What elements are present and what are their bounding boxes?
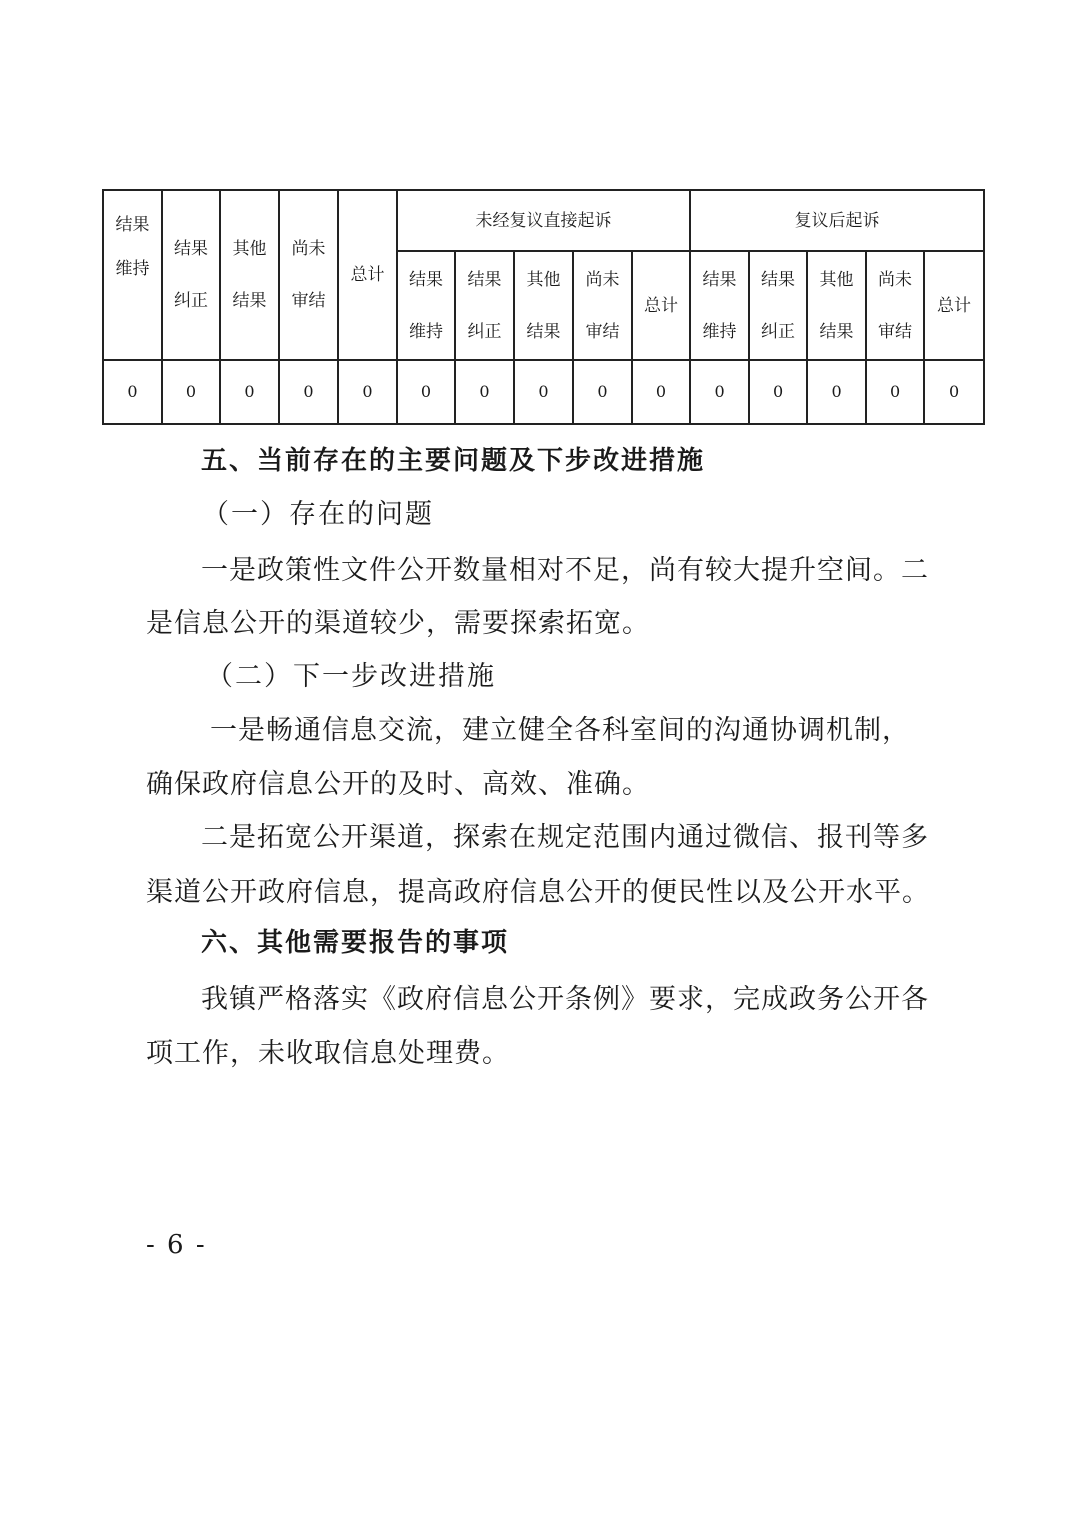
header-litigation-after-review: 复议后起诉 [690,190,984,251]
header-result-upheld [103,190,162,360]
sub-header-pending: 尚未 审结 [866,251,924,360]
sub-header-result-corrected: 结果 纠正 [749,251,807,360]
table-cell: 0 [220,360,279,424]
paragraph-line: 我镇严格落实《政府信息公开条例》要求，完成政务公开各 [201,984,929,1015]
header-line: 结果 [115,215,150,235]
header-line: 结果 [232,291,267,311]
sub-header-total: 总计 [924,251,984,360]
sub-header-other-result: 其他 结果 [514,251,573,360]
table-cell: 0 [103,360,162,424]
sub-header-total: 总计 [632,251,690,360]
sub-header-pending: 尚未 审结 [573,251,632,360]
paragraph-line: 一是畅通信息交流，建立健全各科室间的沟通协调机制， [210,715,910,746]
table-cell: 0 [866,360,924,424]
table-cell: 0 [338,360,397,424]
header-total: 总计 [338,190,397,360]
header-line: 纠正 [174,291,208,311]
header-line: 其他 [232,239,267,259]
section-5-heading: 五、当前存在的主要问题及下步改进措施 [201,446,706,476]
sub-header-other-result: 其他 结果 [807,251,866,360]
section-5-subheading-problems: （一）存在的问题 [202,499,434,530]
paragraph-line: 是信息公开的渠道较少，需要探索拓宽。 [146,608,650,639]
table-cell: 0 [162,360,220,424]
header-pending [279,190,338,360]
table-cell: 0 [397,360,455,424]
header-line: 尚未 [291,239,326,259]
paragraph-line: 一是政策性文件公开数量相对不足，尚有较大提升空间。二 [201,555,929,586]
table-cell: 0 [807,360,866,424]
table-cell: 0 [924,360,984,424]
admin-litigation-table [102,189,985,425]
table-cell: 0 [455,360,514,424]
paragraph-line: 确保政府信息公开的及时、高效、准确。 [146,769,650,800]
table-row [103,360,984,424]
paragraph-line: 二是拓宽公开渠道，探索在规定范围内通过微信、报刊等多 [201,822,929,853]
paragraph-line: 项工作，未收取信息处理费。 [146,1038,510,1069]
sub-header-result-upheld: 结果 维持 [397,251,455,360]
page-number: - 6 - [146,1230,207,1260]
paragraph-line: 渠道公开政府信息，提高政府信息公开的便民性以及公开水平。 [146,877,930,908]
table-cell: 0 [690,360,749,424]
header-line: 维持 [115,259,150,279]
sub-header-result-upheld: 结果 维持 [690,251,749,360]
table-cell: 0 [573,360,632,424]
header-result-corrected [162,190,220,360]
table-cell: 0 [279,360,338,424]
section-6-heading: 六、其他需要报告的事项 [201,928,510,958]
table-cell: 0 [749,360,807,424]
table-cell: 0 [514,360,573,424]
sub-header-result-corrected: 结果 纠正 [455,251,514,360]
header-direct-litigation: 未经复议直接起诉 [397,190,690,251]
header-line: 结果 [174,239,208,259]
table-cell: 0 [632,360,690,424]
section-5-subheading-measures: （二）下一步改进措施 [206,661,496,692]
header-other-result [220,190,279,360]
header-line: 审结 [291,291,326,311]
